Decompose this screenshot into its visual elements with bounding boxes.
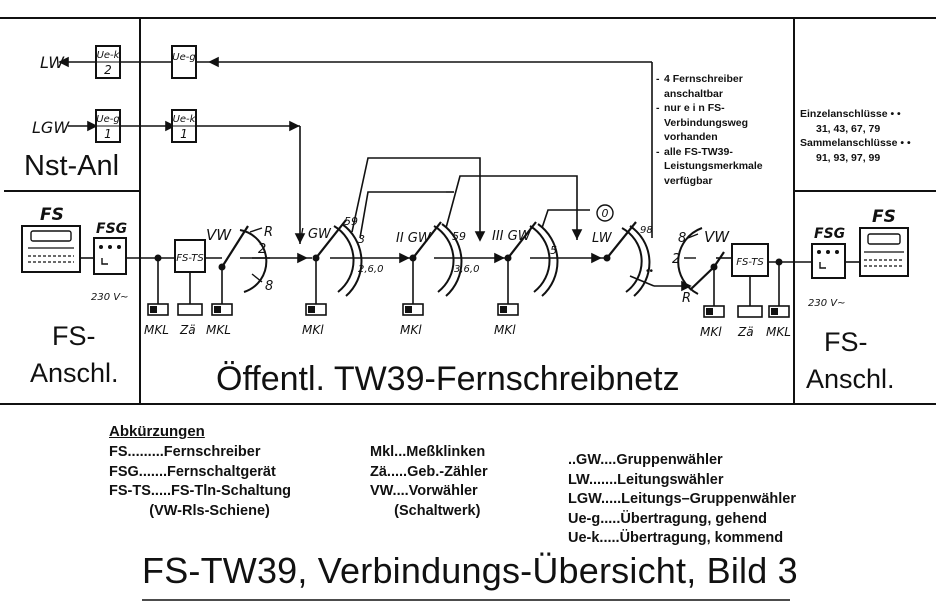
svg-text:Ue-g: Ue-g <box>172 52 196 63</box>
group-selector-2 <box>396 222 479 296</box>
einzel-numbers: 31, 43, 67, 79 <box>816 122 881 135</box>
svg-text:0: 0 <box>601 207 609 220</box>
svg-text:5: 5 <box>550 244 557 257</box>
svg-text:MKl: MKl <box>700 325 722 339</box>
abbr-entry: FSG.......Fernschaltgerät <box>109 463 276 480</box>
svg-text:98: 98 <box>640 225 653 236</box>
bridge-paths <box>352 158 590 240</box>
ue-k-mid-box <box>172 110 197 142</box>
fsg-right <box>808 226 846 309</box>
einzel-heading: Einzelanschlüsse • • <box>800 108 901 120</box>
svg-text:Ue-k: Ue-k <box>96 50 120 61</box>
fs-ts-left <box>175 240 205 272</box>
abbr-entry: FS-TS.....FS-Tln-Schaltung <box>109 483 292 499</box>
svg-text:Ue-k: Ue-k <box>172 114 196 125</box>
abbr-entry: LW.......Leitungswähler <box>568 471 724 488</box>
fs-anschl-right-line1: FS- <box>824 327 868 357</box>
svg-text:R: R <box>682 291 692 306</box>
vw-right-selector <box>672 228 730 306</box>
abbr-entry: VW....Vorwähler <box>370 483 478 499</box>
note-item: - alle FS-TW39- Leistungsmerkmale verfügbar <box>656 145 796 189</box>
abbr-entry: Ue-k.....Übertragung, kommend <box>568 530 784 546</box>
abbr-entry: (VW-Rls-Schiene) <box>109 502 270 519</box>
network-title: Öffentl. TW39-Fernschreibnetz <box>216 360 680 398</box>
svg-text:MKl: MKl <box>302 323 324 337</box>
sammel-heading: Sammelanschlüsse • • <box>800 137 911 149</box>
svg-text:MKl: MKl <box>494 323 516 337</box>
svg-text:FS-TS: FS-TS <box>176 253 204 264</box>
note-item: - nur e i n FS- Verbindungsweg vorhanden <box>656 101 796 145</box>
svg-text:FS: FS <box>40 205 64 225</box>
svg-text:FS-TS: FS-TS <box>736 257 764 268</box>
svg-text:2,6,0: 2,6,0 <box>358 264 384 275</box>
svg-text:MKL: MKL <box>206 323 231 337</box>
abbr-entry: Mkl...Meßklinken <box>370 444 486 460</box>
abbreviations-col2 <box>370 443 488 521</box>
svg-text:230 V~: 230 V~ <box>91 292 129 303</box>
svg-text:II GW: II GW <box>396 231 431 246</box>
abbr-entry: FS.........Fernschreiber <box>109 444 261 460</box>
abbr-entry: ..GW....Gruppenwähler <box>568 452 723 468</box>
svg-text:59: 59 <box>344 215 358 228</box>
lgw-label: LGW <box>32 118 70 137</box>
fs-anschl-left-line1: FS- <box>52 321 96 351</box>
abbreviations-col3 <box>568 451 796 549</box>
abbreviations-col1 <box>109 443 291 521</box>
fs-ts-right <box>732 244 768 276</box>
fsg-left <box>91 221 129 303</box>
svg-text:2: 2 <box>104 63 112 77</box>
abbreviations-title: Abkürzungen <box>109 423 205 440</box>
svg-text:I GW: I GW <box>300 227 331 242</box>
fs-anschl-left-line2: Anschl. <box>30 358 119 388</box>
svg-text:3: 3 <box>358 233 365 246</box>
svg-text:FSG: FSG <box>814 226 846 242</box>
svg-text:R: R <box>264 225 274 240</box>
svg-text:230 V~: 230 V~ <box>808 298 846 309</box>
ue-g1-box <box>96 110 120 142</box>
svg-text:MKl: MKl <box>400 323 422 337</box>
svg-text:VW: VW <box>704 228 730 246</box>
svg-text:1: 1 <box>180 127 188 141</box>
svg-text:MKL: MKL <box>766 325 791 339</box>
svg-text:2: 2 <box>258 242 267 257</box>
svg-text:VW: VW <box>206 226 232 244</box>
svg-text:2: 2 <box>672 252 681 267</box>
svg-text:MKL: MKL <box>144 323 169 337</box>
svg-text:••: •• <box>646 266 654 277</box>
abbr-entry: Ue-g.....Übertragung, gehend <box>568 510 767 527</box>
sammel-numbers: 91, 93, 97, 99 <box>816 151 881 164</box>
ue-k2-box <box>96 46 121 78</box>
lw-label: LW <box>40 53 65 72</box>
svg-text:3,6,0: 3,6,0 <box>454 264 480 275</box>
svg-text:1: 1 <box>104 127 112 141</box>
group-selector-1 <box>300 215 383 296</box>
svg-text:Ue-g: Ue-g <box>96 114 120 125</box>
ue-g-top-box <box>172 46 196 78</box>
jack-labels <box>144 323 791 339</box>
svg-text:8: 8 <box>265 279 274 294</box>
footer-title: FS-TW39, Verbindungs-Übersicht, Bild 3 <box>142 550 798 591</box>
feature-notes <box>656 72 796 188</box>
svg-text:LW: LW <box>592 231 612 246</box>
svg-text:8: 8 <box>678 231 687 246</box>
svg-text:III GW: III GW <box>492 229 531 244</box>
note-item: - 4 Fernschreiber anschaltbar <box>656 72 796 101</box>
abbr-entry: Zä.....Geb.-Zähler <box>370 463 488 480</box>
nst-anl-label: Nst-Anl <box>24 150 120 182</box>
svg-text:Zä: Zä <box>180 323 196 337</box>
fs-terminal-left <box>22 205 80 272</box>
line-selector <box>592 205 654 296</box>
abbr-entry: (Schaltwerk) <box>370 502 481 519</box>
fs-terminal-right <box>860 207 908 276</box>
fs-anschl-right-line2: Anschl. <box>806 364 895 394</box>
svg-text:59: 59 <box>452 230 466 243</box>
subscriber-numbers <box>800 107 930 165</box>
svg-text:FSG: FSG <box>96 221 128 237</box>
abbr-entry: LGW.....Leitungs–Gruppenwähler <box>568 491 796 507</box>
svg-text:FS: FS <box>872 207 896 227</box>
vw-left-selector <box>206 225 273 294</box>
svg-text:Zä: Zä <box>738 325 754 339</box>
